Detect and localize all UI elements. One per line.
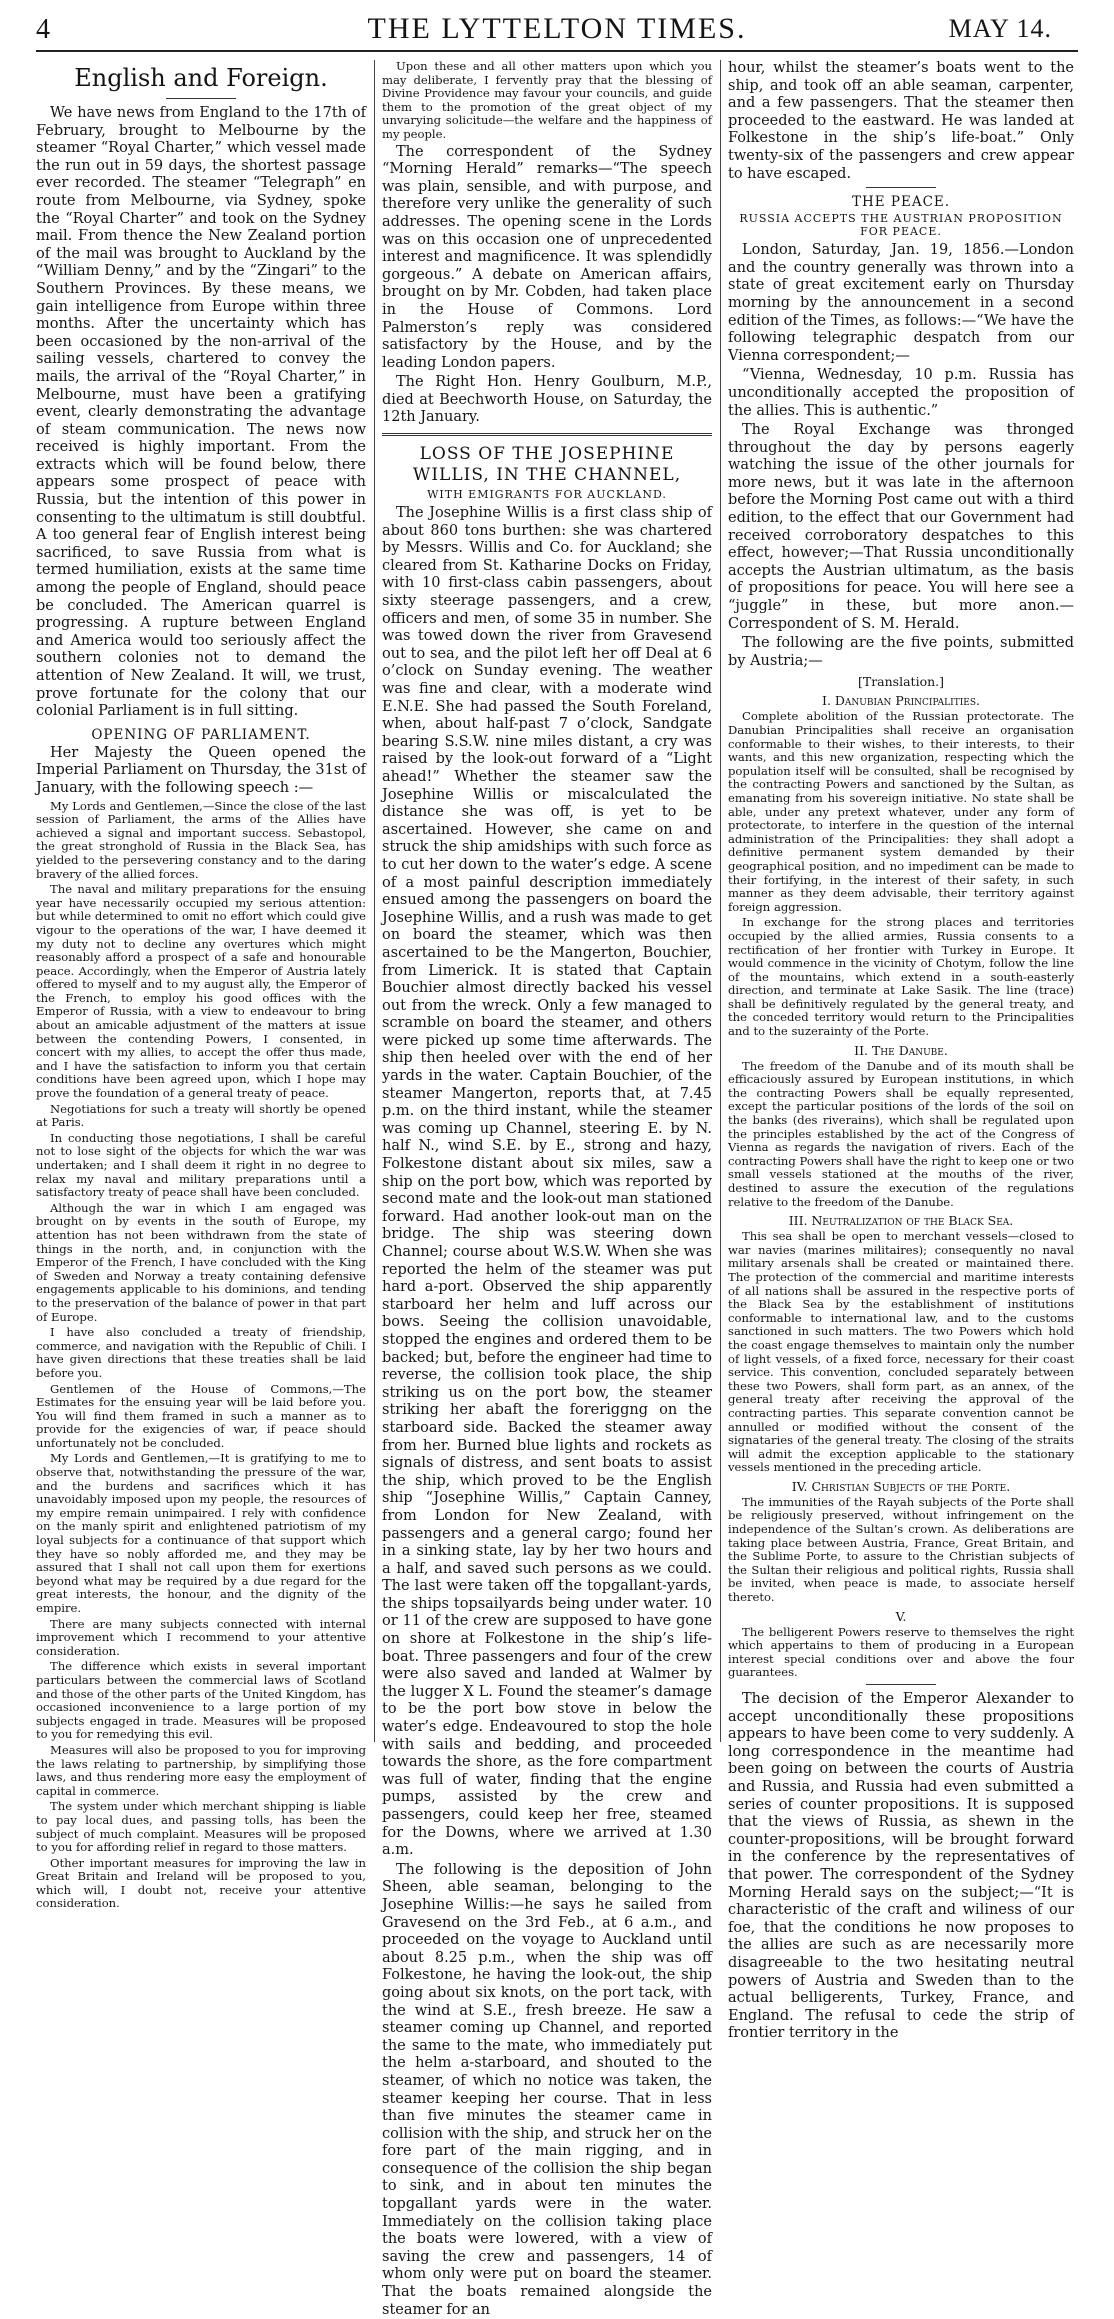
speech-paragraph: Measures will also be proposed to you for improving the laws relating to partnership, by simplifying those laws, and thus rendering more easy the employment of capital in commerce. [36, 1742, 366, 1798]
point-heading: II. The Danube. [854, 1042, 948, 1058]
vienna-paragraph: “Vienna, Wednesday, 10 p.m. Russia has unconditionally accepted the proposition of the allies. This is authentic.” [728, 367, 1074, 419]
deposition-paragraph: The following is the deposition of John Sheen, able seaman, belonging to the Josephine Willis:—he says he sailed from Gravesend on the 3rd Feb., at 6 a.m., and proceeded on the voyage to Auckland until about 8.25 p.m., when the ship was off Folkestone, he having the look-out, the ship going about six knots, on the port tack, with the wind at S.E., fresh breeze. He saw a steamer coming up Channel, and reported the same to the mate, who immediately put the helm a-starboard, and shouted to the steamer, of which no notice was taken, the steamer keeping her course. That in less than five minutes the steamer came in collision with the ship, and struck her on the fore part of the main rigging, and in consequence of the collision the ship began to sink, and in about ten minutes the topgallant yards were in the water. Immediately on the collision taking place the boats were lowered, with a view of saving the crew and passengers, 14 of whom only were put on board the steamer. That the boats remained alongside the steamer for an [382, 1861, 712, 2318]
short-rule [866, 187, 936, 188]
wreck-report: The Josephine Willis is a first class ship of about 860 tons burthen: she was chartered by Messrs. Willis and Co. for Auckland; she cleared from St. Katharine Docks on Friday, with 10 first-class cabin passengers, about sixty steerage passengers, and a crew, officers and men, of some 35 in number. She was towed down the river from Gravesend out to sea, and the pilot left her off Deal at 6 o’clock on Sunday evening. The weather was fine and clear, with a moderate wind E.N.E. She had passed the South Foreland, when, about half-past 7 o’clock, Sandgate bearing S.S.W. nine miles distant, a cry was raised by the look-out forward of a “Light ahead!” Whether the steamer saw the Josephine Willis or miscalculated the distance she was off, is yet to be ascertained. However, she came on and struck the ship amidships with such force as to cut her down to the water’s edge. A scene of a most painful description immediately ensued among the passengers on board the Josephine Willis, and a rush was made to get on board the steamer, which was then ascertained to be the Mangerton, Bouchier, from Limerick. It is stated that Captain Bouchier almost directly backed his vessel out from the wreck. Only a few managed to scramble on board the steamer, and others were picked up some time afterwards. The ship then heeled over with the end of her yards in the water. Captain Bouchier, of the steamer Mangerton, reports that, at 7.45 p.m. on the third instant, while the steamer was coming up Channel, steering E. by N. half N., wind S.E. by E., strong and hazy, Folkestone distant about six miles, saw a ship on the port bow, which was reported by second mate and the look-out man stationed forward. Had another look-out man on the bridge. The ship was steering down Channel; course about W.S.W. When she was reported the helm of the steamer was put hard a-port. Observed the ship apparently starboard her helm and luff across our bows. Seeing the collision unavoidable, stopped the engines and ordered them to be backed; but, before the engineer had time to reverse, the collision took place, the ship striking us on the port bow, the steamer striking her abaft the foreriggng on the starboard side. Backed the steamer away from her. Burned blue lights and rockets as signals of distress, and sent boats to assist the ship, which proved to be the English ship “Josephine Willis,” Captain Canney, from London for New Zealand, with passengers and a general cargo; found her in a sinking state, lay by her two hours and a half, and saved such persons as we could. The last were taken off the topgallant-yards, the ships topsailyards being under water. 10 or 11 of the crew are supposed to have gone on shore at Folkestone in the ship’s life-boat. Three passengers and four of the crew were also saved and landed at Walmer by the lugger X L. Found the steamer’s damage to be the port bow stove in below the water’s edge. Endeavoured to stop the hole with sails and bedding, and proceeded towards the shore, as the fore compartment was full of water, finding that the engine pumps, assisted by the crew and passengers, could keep her free, steamed for the Downs, where we arrived at 1.30 a.m. [382, 505, 713, 1859]
section-title: English and Foreign. [74, 64, 328, 92]
speech-paragraph: The system under which merchant shipping is liable to pay local dues, and passing tolls, has been the subject of much complaint. Measures will be proposed to you for affording relief in regard to those matters. [36, 1799, 366, 1855]
speech-paragraph: I have also concluded a treaty of friendship, commerce, and navigation with the Republic of Chili. I have given directions that these treaties shall be laid before you. [36, 1325, 366, 1380]
issue-date: MAY 14. [948, 14, 1052, 43]
short-rule [166, 98, 236, 99]
speech-paragraph: Negotiations for such a treaty will shortly be opened at Paris. [36, 1101, 366, 1130]
double-rule [382, 433, 712, 436]
herald-paragraph: The correspondent of the Sydney “Morning Herald” remarks—“The speech was plain, sensible, and with purpose, and therefore very unlike the generality of such addresses. The opening scene in the Lords was on this occasion one of unprecedented interest and magnificence. It was splendidly gorgeous.” A debate on American affairs, brought on by Mr. Cobden, had taken place in the House of Commons. Lord Palmerston’s reply was considered satisfactory by the House, and by the leading London papers. [382, 143, 712, 371]
speech-closing-paragraph: Upon these and all other matters upon which you may deliberate, I fervently pray that the blessing of Divine Providence may favour your councils, and guide them to the promotion of the great object of my unvarying solicitude—the welfare and the happiness of my people. [382, 59, 712, 141]
newspaper-title: THE LYTTELTON TIMES. [367, 12, 747, 45]
point-paragraph: The freedom of the Danube and of its mouth shall be efficaciously assured by European institutions, in which the contracting Powers shall be equally represented, except the particular positions of the lords of the soil on the banks (des riverains), which shall be regulated upon the principles established by the act of the Congress of Vienna as regards the navigation of rivers. Each of the contracting Powers shall have the right to keep one or two small vessels stationed at the mouths of the river, destined to assure the execution of the regulations relative to the freedom of the Danube. [728, 1058, 1074, 1209]
closing-paragraph: The decision of the Emperor Alexander to accept unconditionally these propositions appears to have been come to very suddenly. A long correspondence in the meantime had been going on between the courts of Austria and Russia, and Russia had even submitted a series of counter propositions. It is supposed that the views of Russia, as shewn in the counter-propositions, will be brought forward in the conference by the representatives of that power. The correspondent of the Sydney Morning Herald says on the subject;—“It is characteristic of the craft and wiliness of our foe, that the conditions he now proposes to the allies are such as are necessarily more disagreeable to the two hesitating neutral powers of Austria and Sweden than to the actual belligerents, Turkey, France, and England. The refusal to cede the strip of frontier territory in the [728, 1691, 1074, 2042]
speech-paragraph: Gentlemen of the House of Commons,—The Estimates for the ensuing year will be laid before you. You will find them framed in such a manner as to provide for the exigencies of war, if peace should unfortunately not be concluded. [36, 1381, 366, 1450]
column-1 [36, 60, 366, 1911]
speech-paragraph: The naval and military preparations for the ensuing year have necessarily occupied my serious attention: but while determined to omit no effort which could give vigour to the operations of the war, I have deemed it my duty not to decline any overtures which might reasonably afford a prospect of a safe and honourable peace. Accordingly, when the Emperor of Austria lately offered to myself and to my august ally, the Emperor of the French, to employ his good offices with the Emperor of Russia, with a view to endeavour to bring about an amicable adjustment of the matters at issue between the contending Powers, I consented, in concert with my allies, to accept the offer thus made, and I have the satisfaction to inform you that certain conditions have been agreed upon, which I hope may prove the foundation of a general treaty of peace. [36, 882, 366, 1101]
point-paragraph: In exchange for the strong places and territories occupied by the allied armies, Russia consents to a rectification of her frontier with Turkey in Europe. It would commence in the vicinity of Chotym, follow the line of the mountains, which extend in a south-easterly direction, and terminate at Lake Sasik. The line (trace) shall be definitively regulated by the general treaty, and the conceded territory would return to the Principalities and to the suzerainty of the Porte. [728, 915, 1074, 1039]
continued-paragraph: hour, whilst the steamer’s boats went to the ship, and took off an able seaman, carpenter, and a few passengers. That the steamer then proceeded to the eastward. He was landed at Folkestone in the ship’s life-boat.” Only twenty-six of the passengers and crew appear to have escaped. [728, 60, 1074, 182]
speech-paragraph: Although the war in which I am engaged was brought on by events in the south of Europe, my attention has not been withdrawn from the state of things in the north, and, in conjunction with the Emperor of the French, I have concluded with the King of Sweden and Norway a treaty containing defensive engagements applicable to his dominions, and tending to the preservation of the balance of power in that part of Europe. [36, 1200, 366, 1324]
point-paragraph: Complete abolition of the Russian protectorate. The Danubian Principalities shall receive an organisation conformable to their wishes, to their interests, to their wants, and this new organization, respecting which the population itself will be consulted, shall be recognised by the contracting Powers and sanctioned by the Sultan, as emanating from his sovereign initiative. No state shall be able, under any pretext whatever, under any form of protectorate, to interfere in the question of the internal administration of the Principalities: they shall adopt a definitive permanent system demanded by their geographical position, and no impediment can be made to their fortifying, in the interest of their safety, in such manner as they deem advisable, their territory against foreign aggression. [728, 709, 1074, 914]
article-heading-parliament: OPENING OF PARLIAMENT. [91, 726, 311, 743]
speech-paragraph: My Lords and Gentlemen,—Since the close of the last session of Parliament, the arms of the Allies have achieved a signal and important success. Sebastopol, the great stronghold of Russia in the Black Sea, has yielded to the persevering constancy and to the daring bravery of the allied forces. [36, 798, 366, 881]
short-rule [866, 1684, 936, 1685]
point-heading: I. Danubian Principalities. [822, 693, 980, 709]
speech-paragraph: In conducting those negotiations, I shall be careful not to lose sight of the objects for which the war was undertaken; and I shall deem it right in no degree to relax my naval and military preparations until a satisfactory treaty of peace shall have been concluded. [36, 1130, 366, 1200]
point-heading: III. Neutralization of the Black Sea. [788, 1213, 1014, 1229]
masthead [0, 0, 1114, 52]
speech-paragraph: My Lords and Gentlemen,—It is gratifying to me to observe that, notwithstanding the pressure of the war, and the burdens and sacrifices which it has unavoidably imposed upon my people, the resources of my empire remain unimpaired. I rely with confidence on the manly spirit and enlightened patriotism of my loyal subjects for a continuance of that support which they have so nobly afforded me, and they may be assured that I shall not call upon them for exertions beyond what may be required by a due regard for the great interests, the honour, and the dignity of the empire. [36, 1451, 366, 1615]
article-subheading: WITH EMIGRANTS FOR AUCKLAND. [427, 488, 667, 502]
column-3 [728, 60, 1074, 2042]
point-paragraph: The belligerent Powers reserve to themselves the right which appertains to them of producing in a European interest special conditions over and above the four guarantees. [728, 1624, 1074, 1680]
point-heading: V. [895, 1608, 907, 1624]
translation-label: [Translation.] [857, 674, 944, 690]
column-2 [382, 59, 713, 2318]
obituary-paragraph: The Right Hon. Henry Goulburn, M.P., died at Beechworth House, on Saturday, the 12th January. [382, 374, 712, 426]
speech-paragraph: Other important measures for improving the law in Great Britain and Ireland will be proposed to you, which will, I doubt not, receive your attentive consideration. [36, 1855, 366, 1911]
article-heading-josephine-willis: LOSS OF THE JOSEPHINE WILLIS, IN THE CHANNEL, [412, 444, 682, 486]
masthead-rule [36, 50, 1078, 52]
column-rule-2 [720, 60, 721, 1742]
point-heading: IV. Christian Subjects of the Porte. [791, 1478, 1011, 1494]
speech-paragraph: The difference which exists in several important particulars between the commercial laws of Scotland and those of the other parts of the United Kingdom, has occasioned inconvenience to a large portion of my subjects engaged in trade. Measures will be proposed to you for remedying this evil. [36, 1659, 366, 1742]
article-subheading: RUSSIA ACCEPTS THE AUSTRIAN PROPOSITION FOR PEACE. [739, 212, 1063, 239]
point-paragraph: The immunities of the Rayah subjects of the Porte shall be religiously preserved, without infringement on the independence of the Sultan’s crown. As deliberations are taking place between Austria, France, Great Britain, and the Sublime Porte, to assure to the Christian subjects of the Sultan their religious and political rights, Russia shall be invited, when peace is made, to associate herself thereto. [728, 1494, 1074, 1605]
lead-paragraph: Her Majesty the Queen opened the Imperial Parliament on Thursday, the 31st of January, with the following speech :— [36, 744, 366, 796]
point-paragraph: This sea shall be open to merchant vessels—closed to war navies (marines militaires); consequently no naval military arsenals shall be created or maintained there. The protection of the commercial and maritime interests of all nations shall be assured in the respective ports of the Black Sea by the establishment of institutions conformable to international law, and to the customs sanctioned in such matters. The two Powers which hold the coast engage themselves to maintain only the number of light vessels, of a fixed force, necessary for their coast service. This convention, concluded separately between these two Powers, shall form part, as an annex, of the general treaty after receiving the approval of the contracting parties. This separate convention cannot be annulled or modified without the consent of the signataries of the general treaty. The closing of the straits will admit the exception applicable to the stationary vessels mentioned in the preceding article. [728, 1229, 1074, 1475]
london-paragraph: London, Saturday, Jan. 19, 1856.—London and the country generally was thrown into a state of great excitement early on Thursday morning by the announcement in a second edition of the Times, as follows:—“We have the following telegraphic despatch from our Vienna correspondent;— [728, 242, 1074, 364]
page-number: 4 [36, 14, 50, 45]
points-intro: The following are the five points, submitted by Austria;— [728, 635, 1074, 669]
speech-paragraph: There are many subjects connected with internal improvement which I recommend to your attentive consideration. [36, 1616, 366, 1658]
intro-paragraph: We have news from England to the 17th of February, brought to Melbourne by the steamer “Royal Charter,” which vessel made the run out in 59 days, the shortest passage ever recorded. The steamer “Telegraph” en route from Melbourne, via Sydney, spoke the “Royal Charter” and took on the Sydney mail. From thence the New Zealand portion of the mail was brought to Auckland by the “William Denny,” and by the “Zingari” to the Southern Provinces. By these means, we gain intelligence from Europe within three months. After the uncertainty which has been occasioned by the non-arrival of the sailing vessels, chartered to convey the mails, the arrival of the “Royal Charter,” in Melbourne, must have been a gratifying event, clearly demonstrating the advantage of steam communication. The news now received is highly important. From the extracts which will be found below, there appears some prospect of peace with Russia, but the intention of this power in consenting to the ultimatum is still doubtful. A too general fear of English interest being sacrificed, to save Russia from what is termed humiliation, exists at the same time among the people of England, should peace be concluded. The American quarrel is progressing. A rupture between England and America would too seriously affect the southern colonies not to demand the attention of New Zealand. It will, we trust, prove fortunate for the colony that our colonial Parliament is in full sitting. [36, 105, 366, 720]
column-rule-1 [374, 60, 375, 1742]
exchange-paragraph: The Royal Exchange was thronged throughout the day by persons eagerly watching the issue of the other journals for more news, but it was late in the afternoon before the Morning Post came out with a third edition, to the effect that our Government had received corroboratory despatches to this effect, however;—That Russia unconditionally accepts the Austrian ultimatum, as the basis of propositions for peace. You will here see a “juggle” in these, but more anon.—Correspondent of S. M. Herald. [728, 422, 1074, 632]
article-heading-peace: THE PEACE. [851, 194, 951, 211]
